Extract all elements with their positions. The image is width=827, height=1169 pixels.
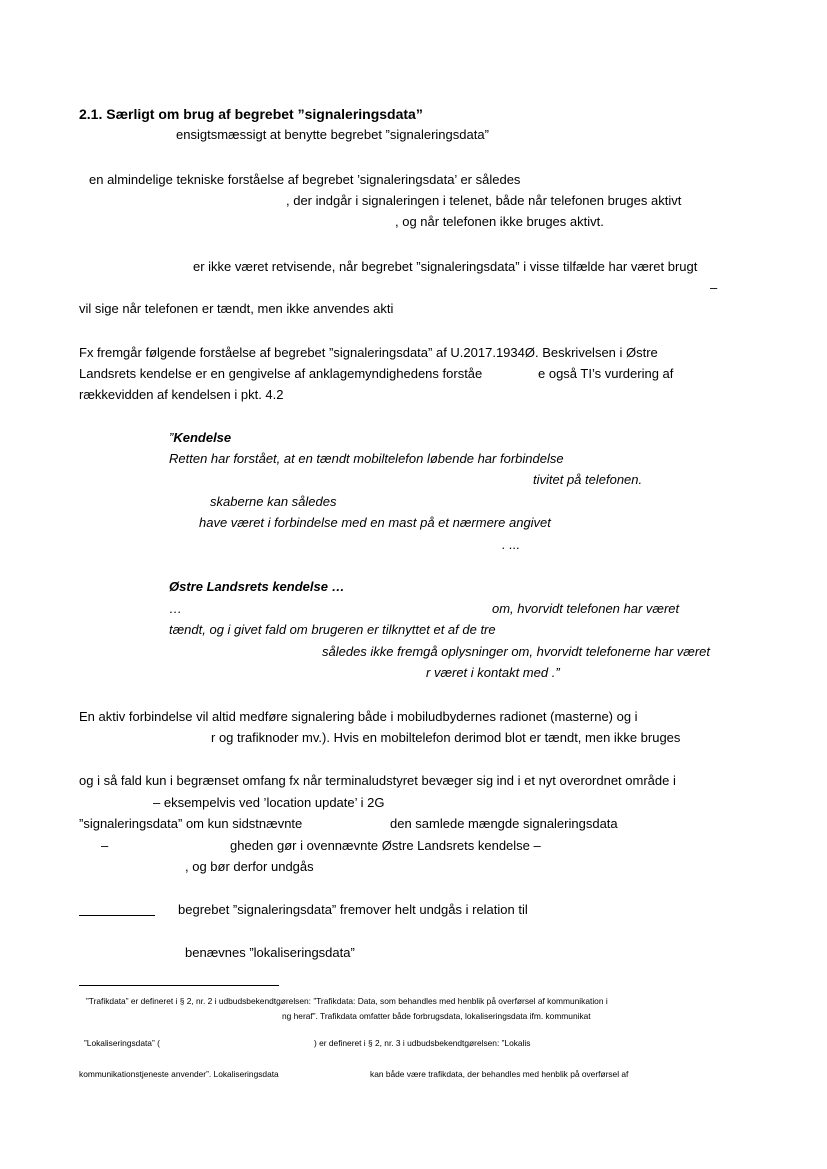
quote-line: … bbox=[169, 601, 182, 616]
quote-line: således ikke fremgå oplysninger om, hvorvidt telefonerne har været bbox=[322, 644, 711, 659]
body-line: , og bør derfor undgås bbox=[185, 859, 314, 874]
body-line: , og når telefonen ikke bruges aktivt. bbox=[395, 214, 604, 229]
quote-line: . ... bbox=[502, 537, 521, 552]
body-line: gheden gør i ovennævnte Østre Landsrets kendelse – bbox=[230, 838, 541, 853]
body-line: er ikke været retvisende, når begrebet ”signaleringsdata” i visse tilfælde har været brugt bbox=[193, 259, 698, 274]
body-line: begrebet ”signaleringsdata” fremover helt undgås i relation til bbox=[178, 902, 528, 917]
footnote-line: kommunikationstjeneste anvender”. Lokaliseringsdata bbox=[79, 1069, 279, 1079]
quote-line: tivitet på telefonen. bbox=[533, 472, 643, 487]
body-line: en almindelige tekniske forståelse af begrebet ’signaleringsdata’ er således bbox=[89, 172, 521, 187]
body-line: ”signaleringsdata” om kun sidstnævnte bbox=[79, 816, 303, 831]
quote-subtitle: Østre Landsrets kendelse … bbox=[169, 579, 345, 594]
body-line: e også TI’s vurdering af bbox=[538, 366, 674, 381]
quote-line: have været i forbindelse med en mast på et nærmere angivet bbox=[199, 515, 551, 530]
body-line: Fx fremgår følgende forståelse af begrebet ”signaleringsdata” af U.2017.1934Ø. Beskrivelsen i Østre bbox=[79, 345, 658, 360]
body-line: ensigtsmæssigt at benytte begrebet ”signaleringsdata” bbox=[176, 127, 489, 142]
body-line: vil sige når telefonen er tændt, men ikke anvendes akti bbox=[79, 301, 394, 316]
body-line: En aktiv forbindelse vil altid medføre signalering både i mobiludbydernes radionet (masterne) og i bbox=[79, 709, 638, 724]
body-line: Landsrets kendelse er en gengivelse af anklagemyndighedens forståe bbox=[79, 366, 483, 381]
footnote-line: ”Trafikdata” er defineret i § 2, nr. 2 i udbudsbekendtgørelsen: ”Trafikdata: Data, som behandles med henblik på overførsel af kommunikation i bbox=[86, 996, 608, 1006]
quote-title bbox=[169, 430, 231, 446]
quote-line: r været i kontakt med .” bbox=[426, 665, 560, 680]
footnote-line: ”Lokaliseringsdata” ( bbox=[84, 1038, 160, 1048]
body-line-dash: – bbox=[710, 280, 718, 295]
quote-line: skaberne kan således bbox=[210, 494, 337, 509]
blank-underline bbox=[79, 915, 155, 916]
footnote-line: kan både være trafikdata, der behandles med henblik på overførsel af bbox=[370, 1069, 629, 1079]
section-heading: 2.1. Særligt om brug af begrebet ”signaleringsdata” bbox=[79, 106, 423, 122]
body-line: benævnes ”lokaliseringsdata” bbox=[185, 945, 355, 960]
footnote-line: ng heraf”. Trafikdata omfatter både forbrugsdata, lokaliseringsdata ifm. kommunikat bbox=[282, 1011, 591, 1021]
quote-line: Retten har forstået, at en tændt mobiltelefon løbende har forbindelse bbox=[169, 451, 564, 466]
footnote-separator bbox=[79, 985, 279, 986]
body-line: , der indgår i signaleringen i telenet, både når telefonen bruges aktivt bbox=[286, 193, 682, 208]
body-line: og i så fald kun i begrænset omfang fx når terminaludstyret bevæger sig ind i et nyt overordnet område i bbox=[79, 773, 676, 788]
quote-open-mark: ” bbox=[169, 430, 174, 445]
body-line: r og trafiknoder mv.). Hvis en mobiltelefon derimod blot er tændt, men ikke bruges bbox=[211, 730, 681, 745]
body-line: – eksempelvis ved ’location update’ i 2G bbox=[153, 795, 385, 810]
body-line: den samlede mængde signaleringsdata bbox=[390, 816, 618, 831]
quote-title-bold: Kendelse bbox=[173, 430, 232, 445]
quote-line: tændt, og i givet fald om brugeren er tilknyttet et af de tre bbox=[169, 622, 496, 637]
footnote-line: ) er defineret i § 2, nr. 3 i udbudsbekendtgørelsen: ”Lokalis bbox=[314, 1038, 531, 1048]
body-line: rækkevidden af kendelsen i pkt. 4.2 bbox=[79, 387, 284, 402]
body-line-dash: – bbox=[101, 838, 109, 853]
quote-line: om, hvorvidt telefonen har været bbox=[492, 601, 680, 616]
